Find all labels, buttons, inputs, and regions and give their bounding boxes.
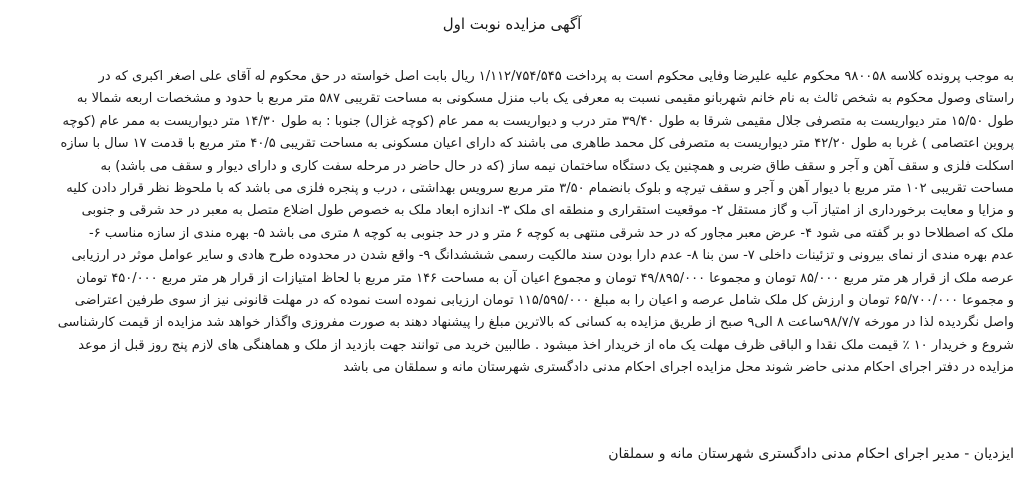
notice-line: اسکلت فلزی و سقف آهن و آجر و سقف طاق ضربی و همچنین یک دستگاه ساختمان نیمه ساز (که در حال حاضر در مرحله سفت کاری و دارای دیوار و سقف می باشد) به	[100, 158, 1014, 174]
notice-line: واصل نگردیده لذا در مورخه ۹۸/۷/۷ساعت ۸ الی۹ صبح از طریق مزایده به کسانی که بالاترین مبلغ را پیشنهاد دهند به صورت مفروزی واگذار خواهد شد مزایده از قیمت کارشناسی	[57, 315, 1014, 331]
notice-line: و مزایا و معایت برخورداری از امتیاز آب و گاز مستقل ۲- موقعیت استقراری و منطقه ای ملک ۳- اندازه ابعاد ملک به خصوص طول اضلاع متصل به معبر در حد شرقی و جنوبی	[81, 203, 1014, 219]
notice-line: به موجب پرونده کلاسه ۹۸۰۰۵۸ محکوم علیه علیرضا وفایی محکوم است به پرداخت ۱/۱۱۲/۷۵۴/۵۴۵ ریال بابت اصل خواسته در حق محکوم له آقای علی اصغر اکبری که در	[98, 69, 1014, 84]
notice-line: عرصه ملک از قرار هر متر مربع ۸۵/۰۰۰ تومان و مجموعا ۴۹/۸۹۵/۰۰۰ تومان و مجموع اعیان آن به مساحت ۱۴۶ متر مربع با لحاظ امتیازات از قرار هر متر مربع ۴۵۰/۰۰۰ تومان	[76, 270, 1014, 286]
notice-line: ملک که اصطلاحا دو بر گفته می شود ۴- عرض معبر مجاور که در حد شرقی منتهی به کوچه ۶ متر و در حد جنوبی به کوچه ۸ متری می باشد ۵- بهره مندی از سازه مناسب ۶-	[89, 225, 1014, 241]
notice-line: راستای وصول محکوم به شخص ثالث به نام خانم شهربانو مقیمی نسبت به معرفی یک باب منزل مسکونی به مساحت تقریبی ۵۸۷ متر مربع با حدود و مشخصات اربعه شمالا به	[76, 91, 1014, 107]
notice-line: و مجموعا ۶۵/۷۰۰/۰۰۰ تومان و ارزش کل ملک شامل عرصه و اعیان را به مبلغ ۱۱۵/۵۹۵/۰۰۰ تومان ارزیابی نموده است نموده که در مهلت قانونی نیز از سوی طرفین اعتراضی	[74, 293, 1014, 309]
notice-title: آگهی مزایده نوبت اول	[442, 15, 582, 33]
notice-line: مزایده در دفتر اجرای احکام مدنی حاضر شوند محل مزایده اجرای احکام مدنی دادگستری شهرستان مانه و سملقان می باشد	[343, 360, 1014, 376]
notice-line: طول ۱۵/۵۰ متر دیواریست به متصرفی جلال مقیمی شرقا به طول ۳۹/۴۰ متر درب و دیواریست به ممر عام (کوچه غزال) جنوبا : به طول ۱۴/۳۰ متر دیواریست به ممر عام (کوچه	[62, 113, 1014, 129]
notice-line: شروع و خریدار ۱۰ ٪ قیمت ملک نقدا و الباقی ظرف مهلت یک ماه از خریدار اخذ میشود . طالبین خرید می توانند جهت بازدید از ملک و هماهنگی های لازم پنج روز قبل از موعد	[78, 337, 1014, 353]
notice-line: عدم بهره مندی از نمای بیرونی و تزئینات داخلی ۷- سن بنا ۸- عدم دارا بودن سند مالکیت رسمی شششدانگ ۹- واقع شدن در محدوده طرح هادی و سایر عوامل موثر در ارزیابی	[71, 248, 1014, 264]
notice-line: پروین اعتصامی ) غربا به طول ۴۲/۲۰ متر دیواریست به متصرفی کل محمد طاهری می باشند که دارای اعیان مسکونی به مساحت تقریبی ۴۰/۵ متر مربع با قدمت ۱۷ سال با سازه	[60, 136, 1014, 152]
notice-body	[8, 66, 1014, 380]
notice-signature: ایزدیان - مدیر اجرای احکام مدنی دادگستری شهرستان مانه و سملقان	[608, 446, 1014, 462]
notice-line: مساحت تقریبی ۱۰۲ متر مربع با دیوار آهن و آجر و سقف تیرچه و بلوک بانضمام ۳/۵۰ متر مربع سرویس بهداشتی ، درب و پنجره فلزی می باشد که با ملحوظ نظر قرار دادن کلیه	[66, 181, 1014, 197]
